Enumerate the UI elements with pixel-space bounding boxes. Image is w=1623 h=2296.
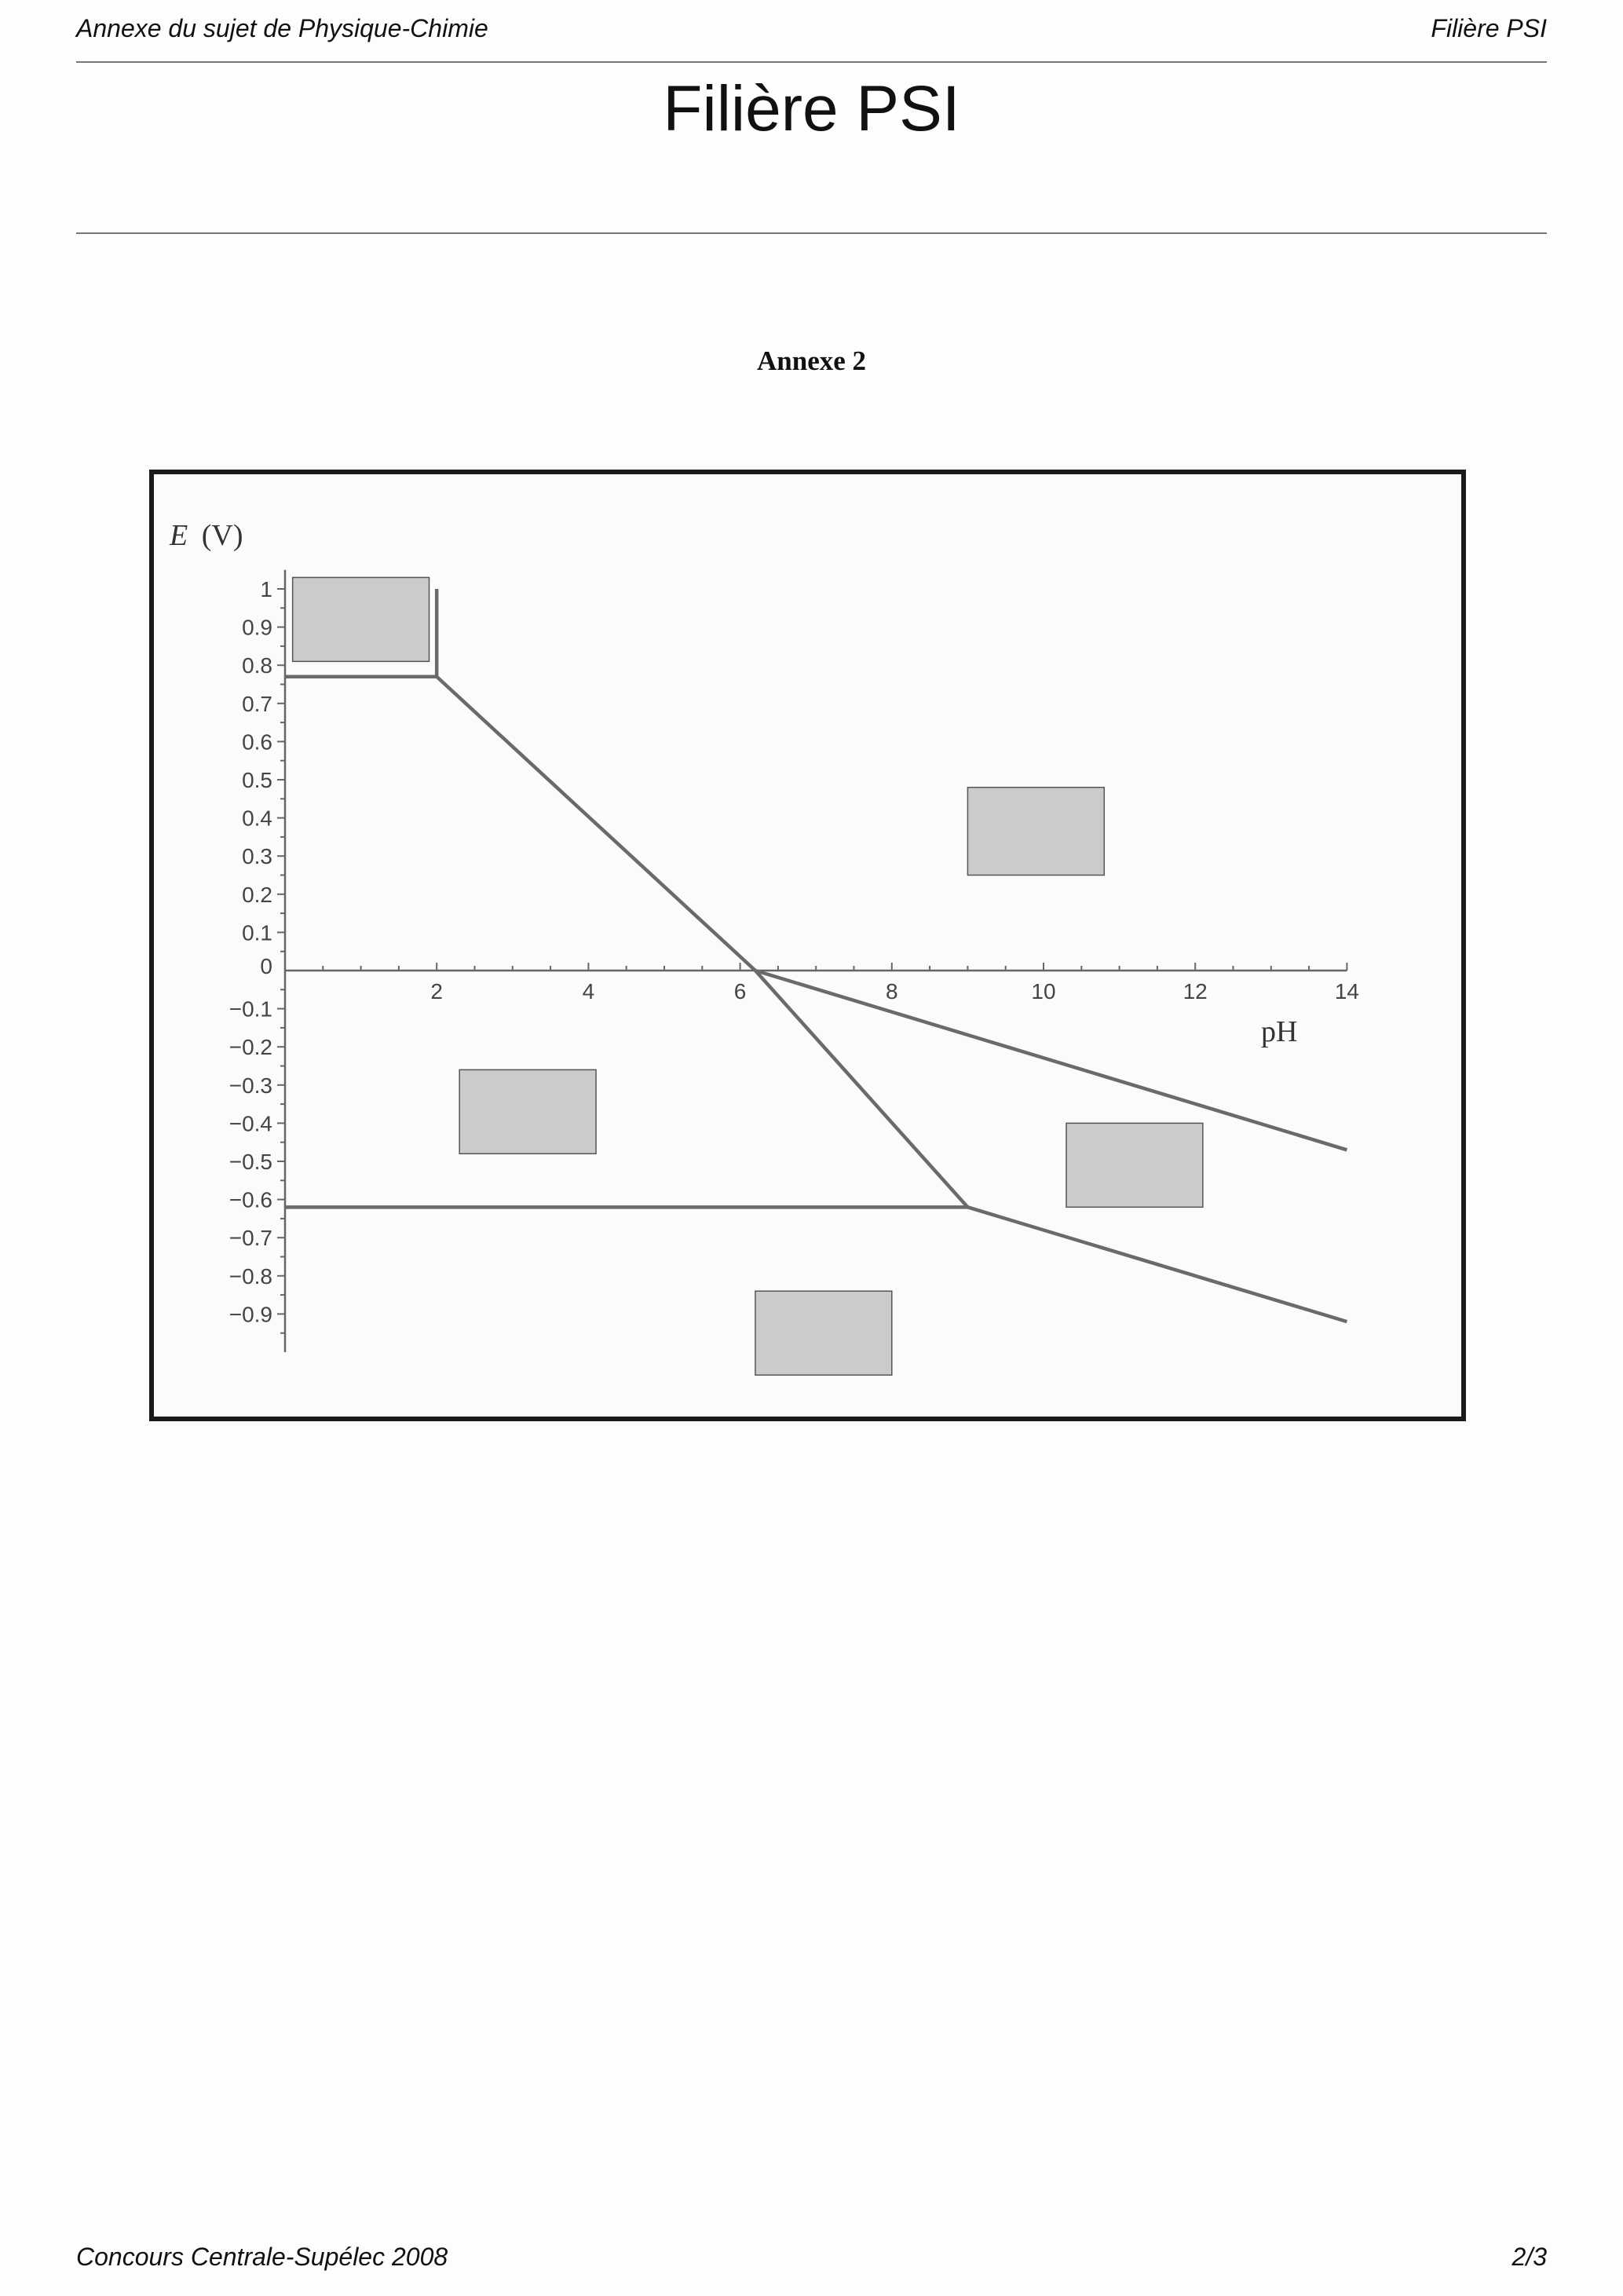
y-tick-label: 0.1 [242,920,272,945]
page-title: Filière PSI [663,73,960,144]
footer-left: Concours Centrale-Supélec 2008 [76,2243,448,2271]
y-axis-unit: (V) [201,519,243,552]
title-rule [76,232,1547,234]
boundary-line [967,1207,1347,1322]
y-tick-label: −0.2 [228,1035,272,1060]
potential-ph-diagram [154,474,1461,1417]
y-tick-label: −0.7 [228,1226,272,1251]
y-axis-label [169,519,243,552]
y-tick-label: −0.1 [228,996,272,1022]
y-tick-label: −0.9 [228,1302,272,1327]
species-label-box [967,788,1104,876]
y-tick-label: 0.7 [242,691,272,716]
y-tick-label: −0.8 [228,1263,272,1289]
x-tick-label: 12 [1183,979,1208,1004]
diagram-frame [149,470,1466,1421]
annex-label: Annexe 2 [756,345,867,376]
footer-right: 2/3 [1512,2243,1547,2271]
header-left: Annexe du sujet de Physique-Chimie [76,14,488,42]
y-tick-label: 0.9 [242,615,272,640]
x-tick-label: 4 [582,979,595,1004]
y-tick-label: 0.4 [242,806,272,831]
header-right: Filière PSI [1431,14,1547,42]
y-tick-label: 0.2 [242,882,272,907]
species-label-box [755,1291,892,1375]
species-label-box [1066,1123,1203,1207]
species-label-box [293,577,430,661]
y-tick-label: −0.6 [228,1187,272,1212]
y-tick-label: 0.8 [242,653,272,678]
header-rule [76,61,1547,63]
y-tick-label: 0 [260,954,272,978]
y-tick-label: 1 [260,577,272,601]
species-label-box [459,1069,596,1153]
x-tick-label: 14 [1334,979,1359,1004]
y-tick-label: 0.3 [242,844,272,869]
x-tick-label: 10 [1031,979,1056,1004]
y-axis-variable: E [170,519,188,552]
y-tick-label: −0.4 [228,1111,272,1136]
y-tick-label: 0.5 [242,768,272,792]
y-tick-label: −0.3 [228,1073,272,1098]
y-tick-label: −0.5 [228,1150,272,1174]
x-tick-label: 2 [430,979,443,1004]
y-tick-label: 0.6 [242,729,272,755]
x-tick-label: 8 [886,979,898,1004]
x-tick-label: 6 [733,979,747,1004]
x-axis-label: pH [1261,1015,1298,1048]
